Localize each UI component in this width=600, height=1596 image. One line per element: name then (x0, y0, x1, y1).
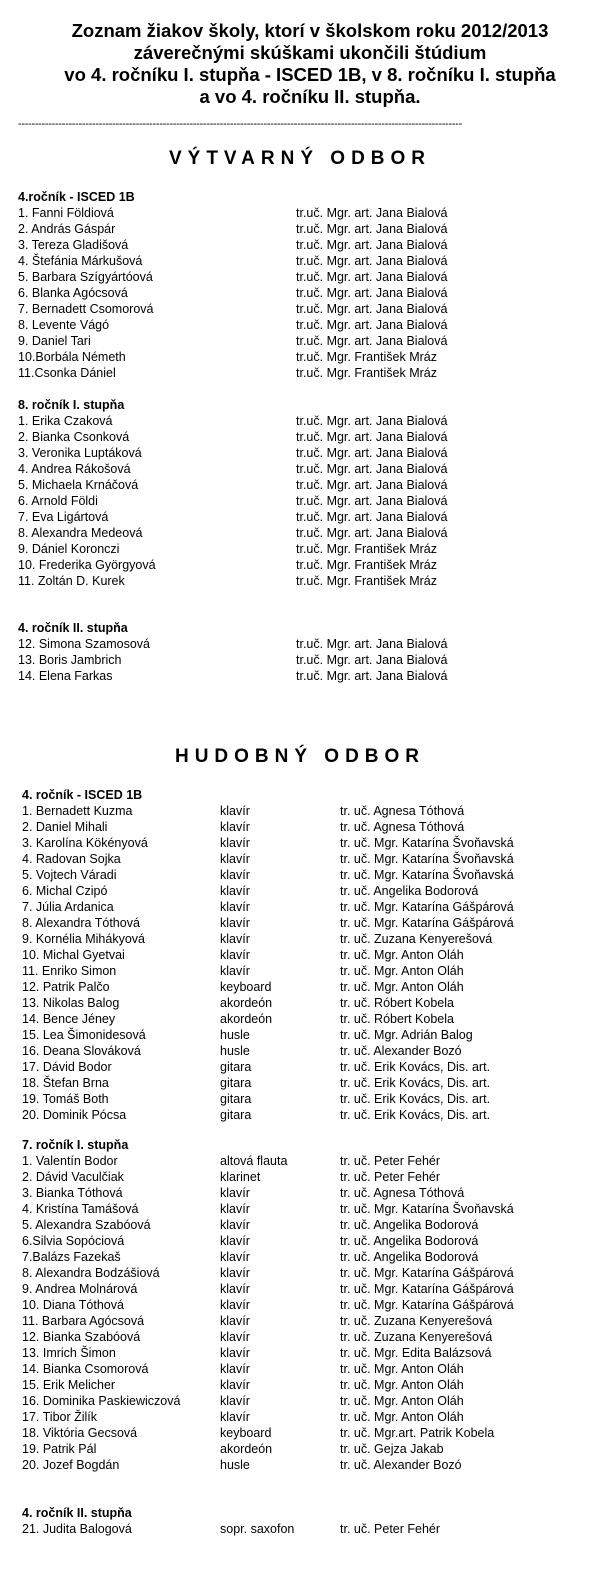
list-item (22, 1091, 582, 1107)
list-item (22, 1281, 582, 1297)
instrument: klavír (220, 1362, 250, 1376)
teacher: tr. uč. Angelika Bodorová (340, 1250, 479, 1264)
teacher: tr.uč. Mgr. art. Jana Bialová (296, 526, 448, 540)
list-item (22, 1201, 582, 1217)
teacher: tr. uč. Erik Kovács, Dis. art. (340, 1092, 491, 1106)
list-item (18, 461, 578, 477)
student-name: 9. Dániel Koronczi (18, 542, 120, 556)
list-item (18, 541, 578, 557)
instrument: altová flauta (220, 1154, 288, 1168)
teacher: tr. uč. Mgr. Katarína Gášpárová (340, 1282, 514, 1296)
teacher: tr. uč. Mgr. Katarína Gášpárová (340, 916, 514, 930)
list-item (22, 1043, 582, 1059)
teacher: tr. uč. Agnesa Tóthová (340, 820, 465, 834)
instrument: klavír (220, 948, 250, 962)
list-item (22, 1329, 582, 1345)
student-name: 10. Michal Gyetvai (22, 948, 125, 962)
student-name: 10. Frederika Györgyová (18, 558, 156, 572)
teacher: tr.uč. Mgr. art. Jana Bialová (296, 446, 448, 460)
teacher: tr. uč. Róbert Kobela (340, 1012, 454, 1026)
student-name: 2. Dávid Vaculčiak (22, 1170, 124, 1184)
student-name: 14. Bence Jéney (22, 1012, 116, 1026)
student-name: 9. Kornélia Mihákyová (22, 932, 145, 946)
list-item (22, 819, 582, 835)
teacher: tr.uč. Mgr. art. Jana Bialová (296, 302, 448, 316)
teacher: tr. uč. Mgr. Adrián Balog (340, 1028, 473, 1042)
student-name: 2. Daniel Mihali (22, 820, 108, 834)
teacher: tr.uč. Mgr. František Mráz (296, 558, 438, 572)
instrument: klavír (220, 1394, 250, 1408)
instrument: gitara (220, 1060, 252, 1074)
instrument: gitara (220, 1076, 252, 1090)
list-item (18, 652, 578, 668)
instrument: akordeón (220, 996, 273, 1010)
list-item (22, 867, 582, 883)
student-name: 5. Vojtech Váradi (22, 868, 117, 882)
teacher: tr. uč. Peter Fehér (340, 1522, 441, 1536)
list-item (18, 509, 578, 525)
student-name: 13. Boris Jambrich (18, 653, 122, 667)
student-name: 6. Michal Czipó (22, 884, 108, 898)
student-name: 13. Nikolas Balog (22, 996, 120, 1010)
instrument: klavír (220, 1282, 250, 1296)
group-title: 4.ročník - ISCED 1B (18, 190, 135, 204)
teacher: tr. uč. Mgr. Katarína Švoňavská (340, 852, 514, 866)
teacher: tr. uč. Róbert Kobela (340, 996, 454, 1010)
instrument: klavír (220, 852, 250, 866)
student-name: 7.Balázs Fazekaš (22, 1250, 121, 1264)
teacher: tr. uč. Mgr. Edita Balázsová (340, 1346, 492, 1360)
student-name: 3. Karolína Kökényová (22, 836, 148, 850)
list-item (22, 979, 582, 995)
instrument: klavír (220, 1298, 250, 1312)
instrument: klavír (220, 1378, 250, 1392)
list-item (18, 301, 578, 317)
teacher: tr. uč. Mgr. Katarína Gášpárová (340, 900, 514, 914)
list-item (18, 636, 578, 652)
teacher: tr. uč. Mgr. Anton Oláh (340, 1362, 464, 1376)
student-name: 7. Júlia Ardanica (22, 900, 114, 914)
student-name: 12. Simona Szamosová (18, 637, 151, 651)
list-item (18, 429, 578, 445)
student-name: 12. Bianka Szabóová (22, 1330, 141, 1344)
list-item (18, 557, 578, 573)
teacher: tr. uč. Zuzana Kenyerešová (340, 1314, 493, 1328)
teacher: tr. uč. Mgr. Katarína Gášpárová (340, 1266, 514, 1280)
list-item (22, 1361, 582, 1377)
instrument: keyboard (220, 1426, 272, 1440)
list-item (18, 573, 578, 589)
instrument: klavír (220, 1346, 250, 1360)
student-name: 1. Erika Czaková (18, 414, 113, 428)
list-item (22, 1409, 582, 1425)
list-item (18, 269, 578, 285)
list-item (22, 963, 582, 979)
title-line-4: a vo 4. ročníku II. stupňa. (199, 86, 421, 107)
student-name: 3. Veronika Luptáková (18, 446, 142, 460)
student-name: 10.Borbála Németh (18, 350, 126, 364)
student-name: 14. Bianka Csomorová (22, 1362, 149, 1376)
list-item (18, 285, 578, 301)
student-name: 4. Radovan Sojka (22, 852, 121, 866)
instrument: klavír (220, 1202, 250, 1216)
title-line-2: záverečnými skúškami ukončili štúdium (133, 42, 487, 63)
teacher: tr.uč. Mgr. art. Jana Bialová (296, 430, 448, 444)
list-item (22, 1297, 582, 1313)
teacher: tr. uč. Erik Kovács, Dis. art. (340, 1060, 491, 1074)
list-item (22, 1265, 582, 1281)
group-title: 4. ročník II. stupňa (22, 1506, 132, 1520)
instrument: klavír (220, 916, 250, 930)
teacher: tr.uč. Mgr. art. Jana Bialová (296, 254, 448, 268)
list-item (22, 1313, 582, 1329)
teacher: tr. uč. Angelika Bodorová (340, 884, 479, 898)
list-item (22, 1011, 582, 1027)
list-item (22, 851, 582, 867)
teacher: tr. uč. Erik Kovács, Dis. art. (340, 1076, 491, 1090)
student-name: 2. András Gáspár (18, 222, 116, 236)
list-item (18, 205, 578, 221)
student-name: 7. Eva Ligártová (18, 510, 109, 524)
instrument: husle (220, 1028, 250, 1042)
student-name: 18. Štefan Brna (22, 1076, 109, 1090)
student-name: 17. Dávid Bodor (22, 1060, 112, 1074)
list-item (22, 835, 582, 851)
student-name: 1. Fanni Földiová (18, 206, 114, 220)
teacher: tr.uč. Mgr. art. Jana Bialová (296, 238, 448, 252)
list-item (22, 1059, 582, 1075)
list-item (18, 445, 578, 461)
instrument: klavír (220, 900, 250, 914)
list-item (18, 317, 578, 333)
list-item (22, 883, 582, 899)
teacher: tr.uč. Mgr. František Mráz (296, 366, 438, 380)
instrument: husle (220, 1044, 250, 1058)
student-name: 6.Silvia Sopóciová (22, 1234, 125, 1248)
instrument: husle (220, 1458, 250, 1472)
student-name: 8. Alexandra Tóthová (22, 916, 140, 930)
list-item (22, 1185, 582, 1201)
list-item (22, 899, 582, 915)
teacher: tr. uč. Mgr. Katarína Švoňavská (340, 868, 514, 882)
list-item (18, 668, 578, 684)
instrument: klarinet (220, 1170, 261, 1184)
list-item (22, 915, 582, 931)
teacher: tr. uč. Agnesa Tóthová (340, 804, 465, 818)
student-name: 15. Erik Melicher (22, 1378, 116, 1392)
teacher: tr. uč. Mgr. Anton Oláh (340, 948, 464, 962)
list-item (18, 493, 578, 509)
group-title: 4. ročník II. stupňa (18, 621, 128, 635)
teacher: tr.uč. Mgr. František Mráz (296, 350, 438, 364)
teacher: tr.uč. Mgr. art. Jana Bialová (296, 478, 448, 492)
teacher: tr. uč. Mgr. Anton Oláh (340, 1394, 464, 1408)
section-heading: VÝTVARNÝ ODBOR (168, 148, 432, 169)
list-item (18, 413, 578, 429)
student-name: 4. Andrea Rákošová (18, 462, 131, 476)
student-name: 8. Alexandra Medeová (18, 526, 143, 540)
student-name: 5. Barbara Szígyártóová (18, 270, 153, 284)
student-name: 11. Barbara Agócsová (22, 1314, 145, 1328)
teacher: tr. uč. Gejza Jakab (340, 1442, 444, 1456)
list-item (22, 1345, 582, 1361)
title-line-1: Zoznam žiakov školy, ktorí v školskom roku 2012/2013 (71, 20, 549, 41)
list-item (18, 221, 578, 237)
student-name: 16. Dominika Paskiewiczová (22, 1394, 181, 1408)
teacher: tr. uč. Mgr. Katarína Švoňavská (340, 836, 514, 850)
teacher: tr. uč. Mgr. Anton Oláh (340, 980, 464, 994)
teacher: tr.uč. Mgr. art. Jana Bialová (296, 653, 448, 667)
list-item (22, 1075, 582, 1091)
list-item (22, 947, 582, 963)
student-name: 19. Patrik Pál (22, 1442, 97, 1456)
instrument: klavír (220, 1266, 250, 1280)
teacher: tr.uč. Mgr. art. Jana Bialová (296, 414, 448, 428)
instrument: klavír (220, 1186, 250, 1200)
student-name: 9. Andrea Molnárová (22, 1282, 138, 1296)
list-item (18, 237, 578, 253)
instrument: akordeón (220, 1012, 273, 1026)
list-item (18, 349, 578, 365)
student-name: 1. Valentín Bodor (22, 1154, 118, 1168)
instrument: gitara (220, 1108, 252, 1122)
list-item (22, 1153, 582, 1169)
list-item (22, 1217, 582, 1233)
teacher: tr.uč. Mgr. art. Jana Bialová (296, 270, 448, 284)
group-title: 4. ročník - ISCED 1B (22, 788, 143, 802)
student-name: 13. Imrich Šimon (22, 1346, 116, 1360)
student-name: 20. Dominik Pócsa (22, 1108, 127, 1122)
list-item (18, 525, 578, 541)
list-item (22, 931, 582, 947)
teacher: tr.uč. Mgr. art. Jana Bialová (296, 462, 448, 476)
student-name: 6. Blanka Agócsová (18, 286, 128, 300)
teacher: tr. uč. Mgr. Katarína Gášpárová (340, 1298, 514, 1312)
teacher: tr.uč. Mgr. art. Jana Bialová (296, 334, 448, 348)
student-name: 8. Levente Vágó (18, 318, 110, 332)
list-item (18, 253, 578, 269)
student-name: 4. Kristína Tamášová (22, 1202, 139, 1216)
teacher: tr.uč. Mgr. art. Jana Bialová (296, 510, 448, 524)
teacher: tr.uč. Mgr. František Mráz (296, 574, 438, 588)
student-name: 7. Bernadett Csomorová (18, 302, 154, 316)
instrument: klavír (220, 1234, 250, 1248)
teacher: tr. uč. Angelika Bodorová (340, 1218, 479, 1232)
student-name: 5. Michaela Krnáčová (18, 478, 139, 492)
teacher: tr. uč. Mgr. Anton Oláh (340, 1378, 464, 1392)
instrument: klavír (220, 804, 250, 818)
section-heading: HUDOBNÝ ODBOR (174, 746, 426, 767)
teacher: tr.uč. Mgr. art. Jana Bialová (296, 494, 448, 508)
student-name: 3. Tereza Gladišová (18, 238, 129, 252)
student-name: 12. Patrik Palčo (22, 980, 110, 994)
instrument: gitara (220, 1092, 252, 1106)
student-name: 14. Elena Farkas (18, 669, 113, 683)
teacher: tr. uč. Alexander Bozó (340, 1044, 462, 1058)
teacher: tr. uč. Peter Fehér (340, 1154, 441, 1168)
teacher: tr. uč. Peter Fehér (340, 1170, 441, 1184)
student-name: 11. Enriko Simon (22, 964, 117, 978)
teacher: tr. uč. Erik Kovács, Dis. art. (340, 1108, 491, 1122)
teacher: tr. uč. Alexander Bozó (340, 1458, 462, 1472)
teacher: tr.uč. Mgr. art. Jana Bialová (296, 669, 448, 683)
document-title (20, 20, 600, 108)
student-name: 10. Diana Tóthová (22, 1298, 124, 1312)
student-name: 19. Tomáš Both (22, 1092, 109, 1106)
instrument: klavír (220, 820, 250, 834)
student-name: 3. Bianka Tóthová (22, 1186, 123, 1200)
teacher: tr. uč. Mgr. Anton Oláh (340, 1410, 464, 1424)
instrument: klavír (220, 1330, 250, 1344)
student-name: 17. Tibor Žilík (22, 1410, 98, 1424)
group-title: 7. ročník I. stupňa (22, 1138, 129, 1152)
list-item (22, 1441, 582, 1457)
teacher: tr. uč. Zuzana Kenyerešová (340, 1330, 493, 1344)
student-name: 11.Csonka Dániel (18, 366, 116, 380)
instrument: klavír (220, 868, 250, 882)
student-name: 6. Arnold Földi (18, 494, 98, 508)
list-item (18, 477, 578, 493)
teacher: tr.uč. Mgr. art. Jana Bialová (296, 637, 448, 651)
student-name: 18. Viktória Gecsová (22, 1426, 138, 1440)
teacher: tr. uč. Mgr.art. Patrik Kobela (340, 1426, 495, 1440)
list-item (22, 1425, 582, 1441)
student-name: 21. Judita Balogová (22, 1522, 132, 1536)
student-name: 15. Lea Šimonidesová (22, 1028, 146, 1042)
student-name: 2. Bianka Csonková (18, 430, 130, 444)
student-name: 11. Zoltán D. Kurek (18, 574, 125, 588)
list-item (22, 1521, 582, 1537)
list-item (22, 1457, 582, 1473)
instrument: klavír (220, 1410, 250, 1424)
student-name: 20. Jozef Bogdán (22, 1458, 120, 1472)
list-item (22, 1377, 582, 1393)
teacher: tr. uč. Agnesa Tóthová (340, 1186, 465, 1200)
student-name: 5. Alexandra Szabóová (22, 1218, 151, 1232)
teacher: tr. uč. Mgr. Katarína Švoňavská (340, 1202, 514, 1216)
teacher: tr.uč. Mgr. art. Jana Bialová (296, 206, 448, 220)
teacher: tr.uč. Mgr. art. Jana Bialová (296, 222, 448, 236)
instrument: klavír (220, 1314, 250, 1328)
teacher: tr. uč. Mgr. Anton Oláh (340, 964, 464, 978)
teacher: tr.uč. Mgr. art. Jana Bialová (296, 318, 448, 332)
list-item (22, 1027, 582, 1043)
title-line-3: vo 4. ročníku I. stupňa - ISCED 1B, v 8. ročníku I. stupňa (64, 64, 556, 85)
teacher: tr. uč. Angelika Bodorová (340, 1234, 479, 1248)
list-item (22, 1249, 582, 1265)
list-item (22, 1393, 582, 1409)
instrument: klavír (220, 932, 250, 946)
list-item (22, 803, 582, 819)
instrument: klavír (220, 1218, 250, 1232)
instrument: keyboard (220, 980, 272, 994)
teacher: tr. uč. Zuzana Kenyerešová (340, 932, 493, 946)
student-name: 1. Bernadett Kuzma (22, 804, 133, 818)
list-item (18, 365, 578, 381)
dashed-separator: ------------------------------------------------------------------------------------------------------------------------------------ (18, 118, 462, 130)
list-item (22, 1169, 582, 1185)
student-name: 9. Daniel Tari (18, 334, 91, 348)
student-name: 4. Štefánia Márkušová (18, 254, 143, 268)
instrument: klavír (220, 836, 250, 850)
instrument: sopr. saxofon (220, 1522, 295, 1536)
instrument: klavír (220, 1250, 250, 1264)
teacher: tr.uč. Mgr. art. Jana Bialová (296, 286, 448, 300)
list-item (18, 333, 578, 349)
list-item (22, 1233, 582, 1249)
student-name: 16. Deana Slováková (22, 1044, 141, 1058)
instrument: klavír (220, 884, 250, 898)
list-item (22, 1107, 582, 1123)
teacher: tr.uč. Mgr. František Mráz (296, 542, 438, 556)
instrument: akordeón (220, 1442, 273, 1456)
student-name: 8. Alexandra Bodzášiová (22, 1266, 160, 1280)
group-title: 8. ročník I. stupňa (18, 398, 125, 412)
list-item (22, 995, 582, 1011)
instrument: klavír (220, 964, 250, 978)
